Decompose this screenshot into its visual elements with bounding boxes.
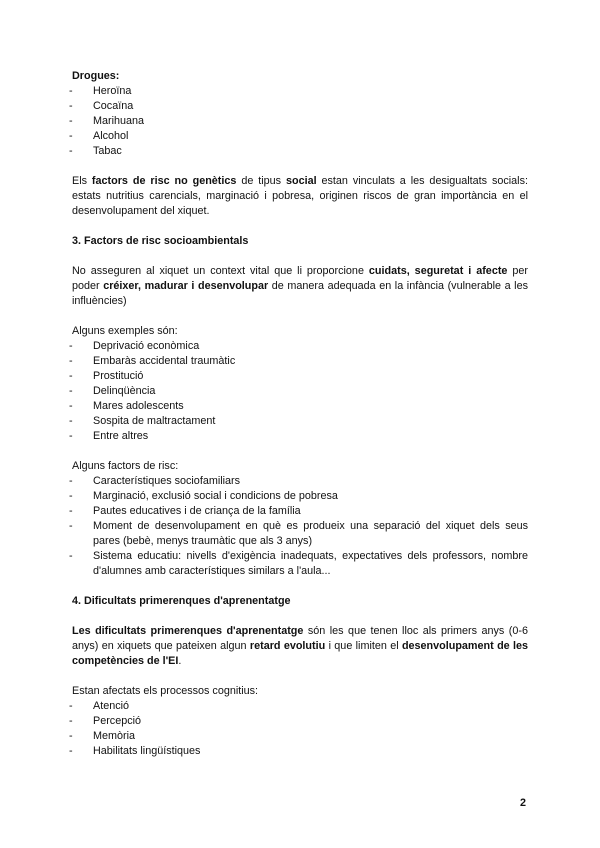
drugs-list	[72, 84, 528, 159]
document-page	[72, 69, 528, 759]
section-3-heading: 3. Factors de risc socioambientals	[72, 235, 249, 247]
list-item: - Entre altres	[72, 429, 528, 444]
list-item: - Alcohol	[72, 129, 528, 144]
list-item: - Memòria	[72, 729, 528, 744]
drugs-heading: Drogues:	[72, 70, 120, 82]
list-item: - Deprivació econòmica	[72, 339, 528, 354]
list-item: - Característiques sociofamiliars	[72, 474, 528, 489]
examples-heading: Alguns exemples són:	[72, 325, 178, 337]
list-item: - Cocaïna	[72, 99, 528, 114]
list-item: - Marihuana	[72, 114, 528, 129]
cognitive-list	[72, 699, 528, 759]
risk-factors-heading: Alguns factors de risc:	[72, 460, 179, 472]
list-item: - Heroïna	[72, 84, 528, 99]
difficulties-paragraph: Les dificultats primerenques d'aprenentatge són les que tenen lloc als primers anys (0-6 anys) en xiquets que pateixen algun retard evolutiu i que limiten el desenvolupament de les competències de l'EI.	[72, 625, 529, 667]
list-item: - Embaràs accidental traumàtic	[72, 354, 528, 369]
list-item: - Sistema educatiu: nivells d'exigència inadequats, expectatives dels professors, nombre d'alumnes amb característiques similars a l'aula...	[72, 549, 528, 579]
list-item: - Marginació, exclusió social i condicions de pobresa	[72, 489, 528, 504]
list-item: - Habilitats lingüístiques	[72, 744, 528, 759]
list-item: - Delinqüència	[72, 384, 528, 399]
list-item: - Moment de desenvolupament en què es produeix una separació del xiquet dels seus pares (bebè, menys traumàtic que als 3 anys)	[72, 519, 528, 549]
page-number: 2	[519, 797, 526, 809]
section-4-heading: 4. Dificultats primerenques d'aprenentatge	[72, 595, 291, 607]
risk-factors-list	[72, 474, 528, 579]
list-item: - Sospita de maltractament	[72, 414, 528, 429]
list-item: - Percepció	[72, 714, 528, 729]
list-item: - Atenció	[72, 699, 528, 714]
list-item: - Mares adolescents	[72, 399, 528, 414]
context-paragraph: No asseguren al xiquet un context vital que li proporcione cuidats, seguretat i afecte per poder créixer, madurar i desenvolupar de manera adequada en la infància (vulnerable a les influències)	[72, 265, 528, 307]
list-item: - Pautes educatives i de criança de la família	[72, 504, 528, 519]
social-factors-paragraph: Els factors de risc no genètics de tipus social estan vinculats a les desigualtats socials: estats nutritius carencials, marginació i pobresa, originen riscos de gran importància en el desenvolupament del xiquet.	[72, 175, 528, 217]
list-item: - Tabac	[72, 144, 528, 159]
list-item: - Prostitució	[72, 369, 528, 384]
examples-list	[72, 339, 528, 444]
cognitive-heading: Estan afectats els processos cognitius:	[72, 685, 259, 697]
